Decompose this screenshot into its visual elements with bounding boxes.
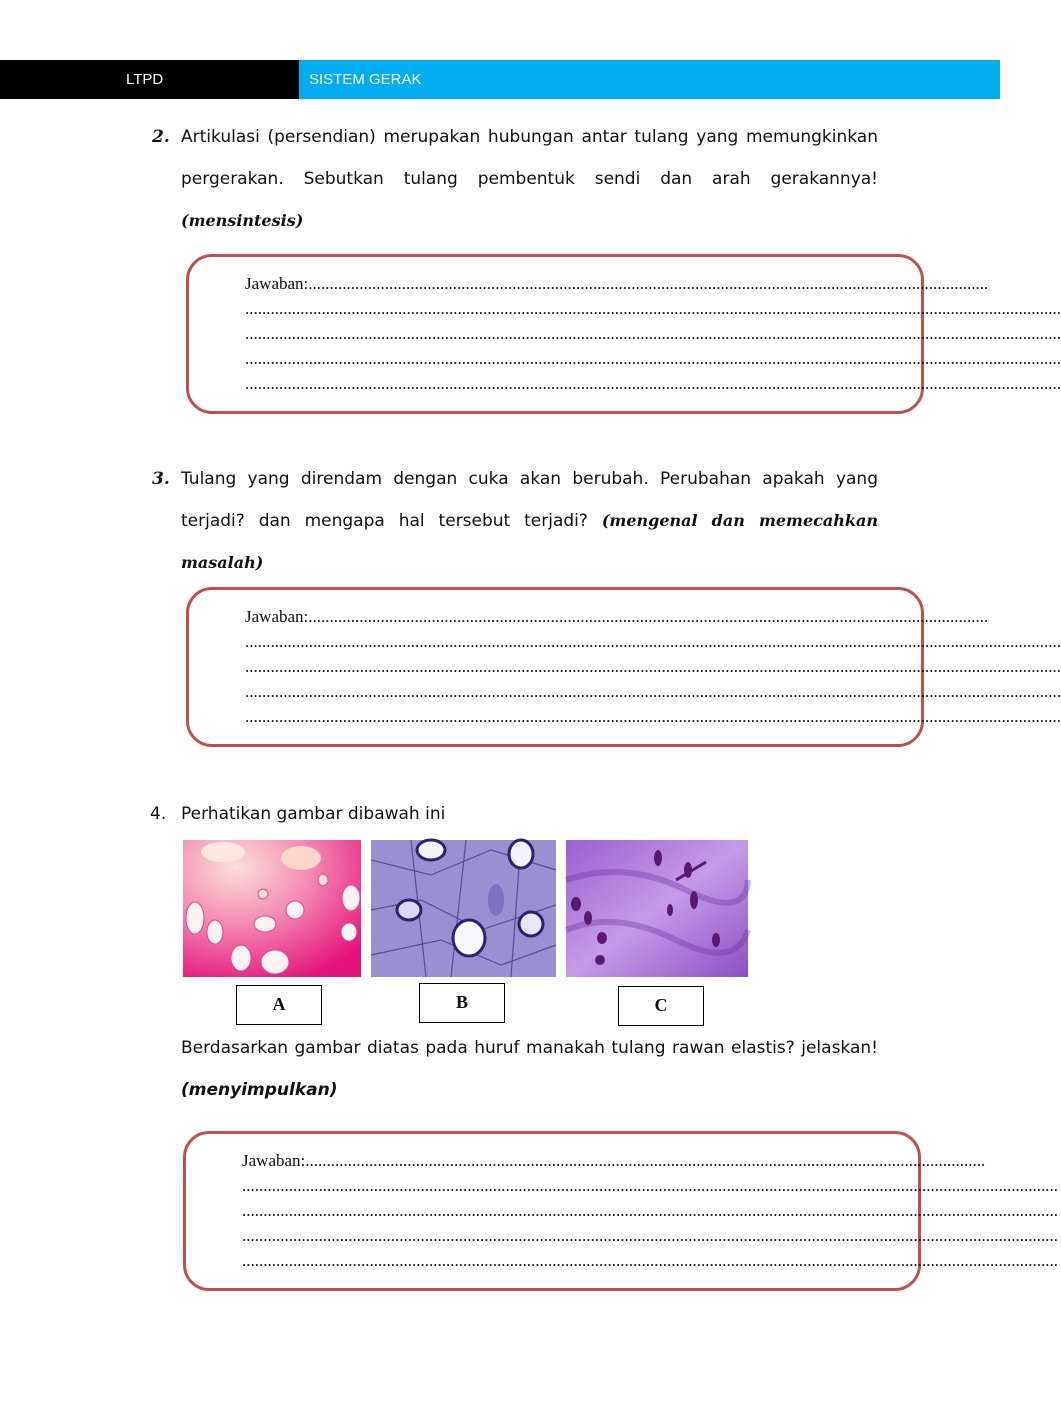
- answer-lines-2: Jawaban:................................................................................................................................................................ ................................................................................................................................................................................................ ................................................................................................................................................................................................ ................................................................................................................................................................................................ ................................................................................................................................................................................................: [245, 271, 907, 396]
- question-3-tag: (mengenal dan memecahkan masalah): [181, 511, 878, 572]
- question-4-body: Berdasarkan gambar diatas pada huruf manakah tulang rawan elastis? jelaskan!: [181, 1038, 878, 1058]
- cartilage-image-b: [371, 840, 556, 977]
- header-left-label: LTPD: [126, 71, 164, 88]
- answer-label-4: Jawaban:................................................................................................................................................................: [242, 1151, 986, 1170]
- header-right-label: SISTEM GERAK: [309, 71, 422, 88]
- question-4-intro: Perhatikan gambar dibawah ini: [181, 804, 446, 824]
- header-right-bar: [299, 60, 1000, 99]
- question-3-text: [181, 458, 878, 584]
- image-label-c: C: [618, 986, 704, 1026]
- question-3-body: Tulang yang direndam dengan cuka akan berubah. Perubahan apakah yang terjadi? dan mengapa hal tersebut terjadi?: [181, 469, 878, 531]
- question-4-tag: (menyimpulkan): [181, 1080, 338, 1100]
- answer-box-4[interactable]: [183, 1131, 1058, 1291]
- image-label-a: A: [236, 985, 322, 1025]
- answer-box-2[interactable]: [186, 254, 1061, 414]
- answer-label-2: Jawaban:................................................................................................................................................................: [245, 274, 989, 293]
- image-label-b: B: [419, 983, 505, 1023]
- question-4-number: 4.: [150, 804, 167, 824]
- question-2-tag: (mensintesis): [181, 211, 304, 230]
- answer-lines-3: Jawaban:................................................................................................................................................................ ................................................................................................................................................................................................ ................................................................................................................................................................................................ ................................................................................................................................................................................................ ................................................................................................................................................................................................: [245, 604, 907, 729]
- answer-box-3[interactable]: [186, 587, 1061, 747]
- header-left-bar: [0, 60, 299, 99]
- question-3-number: 3.: [152, 469, 170, 489]
- cartilage-image-c: [566, 840, 748, 977]
- question-4-text: [181, 1027, 878, 1111]
- cartilage-image-a: [183, 840, 361, 977]
- page-header: [0, 60, 1000, 99]
- question-2-body: Artikulasi (persendian) merupakan hubungan antar tulang yang memungkinkan pergerakan. Sebutkan tulang pembentuk sendi dan arah gerakannya!: [181, 127, 878, 189]
- answer-lines-4: Jawaban:................................................................................................................................................................ ................................................................................................................................................................................................ ................................................................................................................................................................................................ ................................................................................................................................................................................................ ................................................................................................................................................................................................: [242, 1148, 904, 1273]
- question-2-text: [181, 116, 878, 242]
- answer-label-3: Jawaban:................................................................................................................................................................: [245, 607, 989, 626]
- question-2-number: 2.: [152, 127, 170, 147]
